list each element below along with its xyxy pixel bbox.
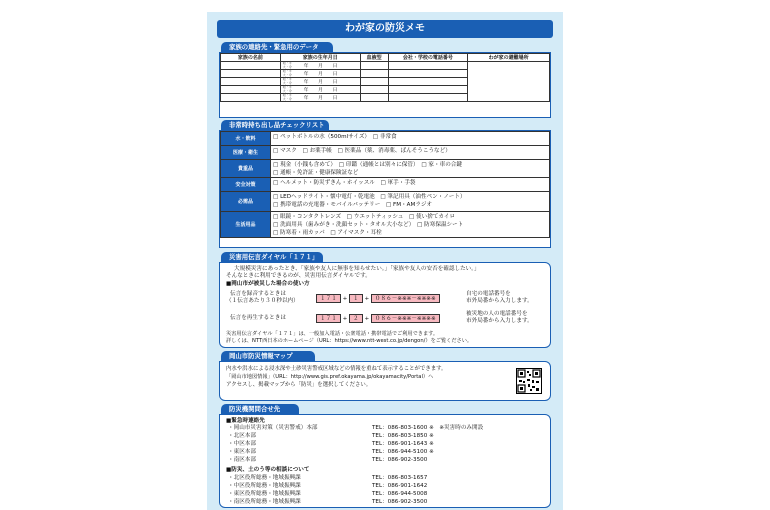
dial-intro-1: 大規模災害にあったとき、「家族や友人に無事を知らせたい。」「家族や友人の安否を確認したい。」 xyxy=(234,266,480,272)
disaster-memo-sheet xyxy=(207,12,563,510)
era-labels: 昭・平 大・令 xyxy=(282,61,292,69)
plus-sign: + xyxy=(364,316,370,322)
blood-type-cell[interactable] xyxy=(360,70,388,78)
dial-footer-2: 詳しくは、NTT西日本のホームページ（URL：https://www.ntt-west.co.jp/dengon/）をご覧ください。 xyxy=(226,338,473,344)
contacts-table xyxy=(219,52,551,118)
map-box xyxy=(219,361,551,401)
checklist-category: 安全対策 xyxy=(221,178,271,192)
era-labels: 昭・平 大・令 xyxy=(282,85,292,93)
record-note-2: 市外局番から入力します。 xyxy=(466,298,533,304)
plus-sign: + xyxy=(364,296,370,302)
office-tel: TEL：086-901-1642 xyxy=(372,483,428,489)
checklist-box xyxy=(219,130,551,248)
checklist-item[interactable]: □ 携帯電話の充電器・モバイルバッテリー □ FM・AMラジオ xyxy=(273,202,433,208)
play-sequence xyxy=(316,314,440,323)
checklist-item[interactable]: □ 洗面用具（歯みがき・洗顔セット・タオル大小など） □ 防寒保温シート xyxy=(273,222,464,228)
blood-type-cell[interactable] xyxy=(360,62,388,70)
record-sequence xyxy=(316,294,440,303)
record-key-box: １ xyxy=(349,294,363,303)
play-key-box: ２ xyxy=(349,314,363,323)
date-template: 年 月 日 xyxy=(303,64,338,69)
dial-section-header: 災害用伝言ダイヤル「１７１」 xyxy=(221,252,323,262)
checklist-row xyxy=(221,146,550,160)
dial-intro-2: そんなときに利用できるのが、災害用伝言ダイヤルです。 xyxy=(226,273,371,279)
office-name: ・東区役所総務・地域振興課 xyxy=(228,491,301,497)
phone-cell[interactable] xyxy=(388,86,468,94)
col-evacuation-site: わが家の避難場所 xyxy=(468,54,550,62)
home-phone-box: ０８６－※※※－※※※※ xyxy=(371,294,440,303)
map-line-3: アクセスし、掲載マップから「防災」を選択してください。 xyxy=(226,382,372,388)
date-template: 年 月 日 xyxy=(303,96,338,101)
office-tel: TEL：086-803-1657 xyxy=(372,475,428,481)
col-phone: 会社・学校の電話番号 xyxy=(388,54,468,62)
office-tel: TEL：086-902-3500 xyxy=(372,457,428,463)
record-label-2: （１伝言あたり３０秒以内） xyxy=(226,298,299,304)
blood-type-cell[interactable] xyxy=(360,86,388,94)
page-title: わが家の防災メモ xyxy=(217,20,553,38)
checklist-row xyxy=(221,212,550,238)
checklist-items xyxy=(271,160,550,178)
checklist-item[interactable]: □ ヘルメット・防災ずきん・ホイッスル □ 軍手・手袋 xyxy=(273,180,416,186)
phone-cell[interactable] xyxy=(388,62,468,70)
birthday-cell[interactable] xyxy=(280,94,360,102)
contacts-section-header: 家族の連絡先・緊急用のデータ xyxy=(221,42,333,52)
checklist-items xyxy=(271,132,550,146)
record-note-1: 自宅の電話番号を xyxy=(466,291,511,297)
birthday-cell[interactable] xyxy=(280,86,360,94)
dial-footer-1: 災害用伝言ダイヤル「１７１」は、一般加入電話・公衆電話・携帯電話でご利用できます。 xyxy=(226,331,439,337)
victim-phone-box: ０８６－※※※－※※※※ xyxy=(371,314,440,323)
dial-171-box: １７１ xyxy=(316,314,341,323)
name-cell[interactable] xyxy=(221,78,281,86)
checklist-category: 医療・衛生 xyxy=(221,146,271,160)
checklist-items xyxy=(271,146,550,160)
era-labels: 昭・平 大・令 xyxy=(282,77,292,85)
dial-subhead: ■岡山市が被災した場合の使い方 xyxy=(226,281,310,287)
record-label-1: 伝言を録音するときは xyxy=(230,291,286,297)
birthday-cell[interactable] xyxy=(280,70,360,78)
date-template: 年 月 日 xyxy=(303,80,338,85)
birthday-cell[interactable] xyxy=(280,62,360,70)
checklist-row xyxy=(221,160,550,178)
checklist-item[interactable]: □ 通帳・免許証・健康保険証など xyxy=(273,170,359,176)
checklist-row xyxy=(221,192,550,212)
checklist-item[interactable]: □ 現金（小銭も含めて） □ 印鑑（通帳とは別々に保管） □ 家・車の合鍵 xyxy=(273,162,462,168)
office-name: ・岡山市災害対策（災害警戒）本部 xyxy=(228,425,318,431)
map-section-header: 岡山市防災情報マップ xyxy=(221,351,315,361)
phone-cell[interactable] xyxy=(388,78,468,86)
checklist-items xyxy=(271,212,550,238)
office-tel: TEL：086-944-5100 ※ xyxy=(372,449,434,455)
office-name: ・北区本部 xyxy=(228,433,256,439)
offices-section-header: 防災機関問合せ先 xyxy=(221,404,299,414)
office-name: ・中区本部 xyxy=(228,441,256,447)
plus-sign: + xyxy=(342,316,348,322)
dial-171-box: １７１ xyxy=(316,294,341,303)
office-tel: TEL：086-902-3500 xyxy=(372,499,428,505)
play-note-1: 被災地の人の電話番号を xyxy=(466,311,528,317)
checklist-category: 必需品 xyxy=(221,192,271,212)
checklist-grid xyxy=(220,131,550,238)
play-note-2: 市外局番から入力します。 xyxy=(466,318,533,324)
name-cell[interactable] xyxy=(221,94,281,102)
phone-cell[interactable] xyxy=(388,70,468,78)
offices-box xyxy=(219,414,551,508)
play-label: 伝言を再生するときは xyxy=(230,315,286,321)
qr-code-icon xyxy=(516,368,542,394)
office-name: ・北区役所総務・地域振興課 xyxy=(228,475,301,481)
office-tel: TEL：086-803-1600 ※ ※災害時のみ開設 xyxy=(372,425,484,431)
era-labels: 昭・平 大・令 xyxy=(282,69,292,77)
checklist-item[interactable]: □ LEDヘッドライト・懐中電灯・乾電池 □ 筆記用具（油性ペン・ノート） xyxy=(273,194,466,200)
checklist-items xyxy=(271,178,550,192)
name-cell[interactable] xyxy=(221,62,281,70)
office-tel: TEL：086-944-5008 xyxy=(372,491,428,497)
checklist-items xyxy=(271,192,550,212)
date-template: 年 月 日 xyxy=(303,88,338,93)
office-name: ・東区本部 xyxy=(228,449,256,455)
name-cell[interactable] xyxy=(221,70,281,78)
office-tel: TEL：086-901-1643 ※ xyxy=(372,441,434,447)
evacuation-site-cell[interactable] xyxy=(468,62,550,102)
col-name: 家族の名前 xyxy=(221,54,281,62)
date-template: 年 月 日 xyxy=(303,72,338,77)
checklist-section-header: 非常時持ち出し品チェックリスト xyxy=(221,120,329,130)
blood-type-cell[interactable] xyxy=(360,78,388,86)
checklist-item[interactable]: □ 防寒着・雨カッパ □ アイマスク・耳栓 xyxy=(273,230,382,236)
contact-row xyxy=(221,62,550,70)
office-name: ・南区役所総務・地域振興課 xyxy=(228,499,301,505)
map-line-2: 「岡山市地図情報」（URL：http://www.gis.pref.okayama.jp/okayamacity/Portal）へ xyxy=(226,374,434,380)
checklist-category: 貴重品 xyxy=(221,160,271,178)
checklist-item[interactable]: □ マスク □ お薬手帳 □ 医薬品（薬、消毒薬、ばんそうこうなど） xyxy=(273,148,451,154)
checklist-category: 生活用品 xyxy=(221,212,271,238)
emergency-contacts-title: ■緊急時連絡先 xyxy=(226,418,265,424)
col-birthday: 家族の生年月日 xyxy=(280,54,360,62)
consultation-title: ■防災、土のう等の相談について xyxy=(226,467,310,473)
map-line-1: 内水や洪水による浸水深や土砂災害警戒区域などの情報を重ねて表示することができます。 xyxy=(226,366,447,372)
birthday-cell[interactable] xyxy=(280,78,360,86)
plus-sign: + xyxy=(342,296,348,302)
checklist-row xyxy=(221,132,550,146)
contacts-grid xyxy=(220,53,550,102)
col-blood-type: 血液型 xyxy=(360,54,388,62)
dial-box xyxy=(219,262,551,348)
office-tel: TEL：086-803-1850 ※ xyxy=(372,433,434,439)
office-name: ・南区本部 xyxy=(228,457,256,463)
checklist-item[interactable]: □ ペットボトルの水（500mlサイズ） □ 非常食 xyxy=(273,134,397,140)
office-name: ・中区役所総務・地域振興課 xyxy=(228,483,301,489)
era-labels: 昭・平 大・令 xyxy=(282,93,292,101)
blood-type-cell[interactable] xyxy=(360,94,388,102)
phone-cell[interactable] xyxy=(388,94,468,102)
name-cell[interactable] xyxy=(221,86,281,94)
checklist-category: 水・飲料 xyxy=(221,132,271,146)
checklist-row xyxy=(221,178,550,192)
checklist-item[interactable]: □ 眼鏡・コンタクトレンズ □ ウエットティッシュ □ 使い捨てカイロ xyxy=(273,214,456,220)
